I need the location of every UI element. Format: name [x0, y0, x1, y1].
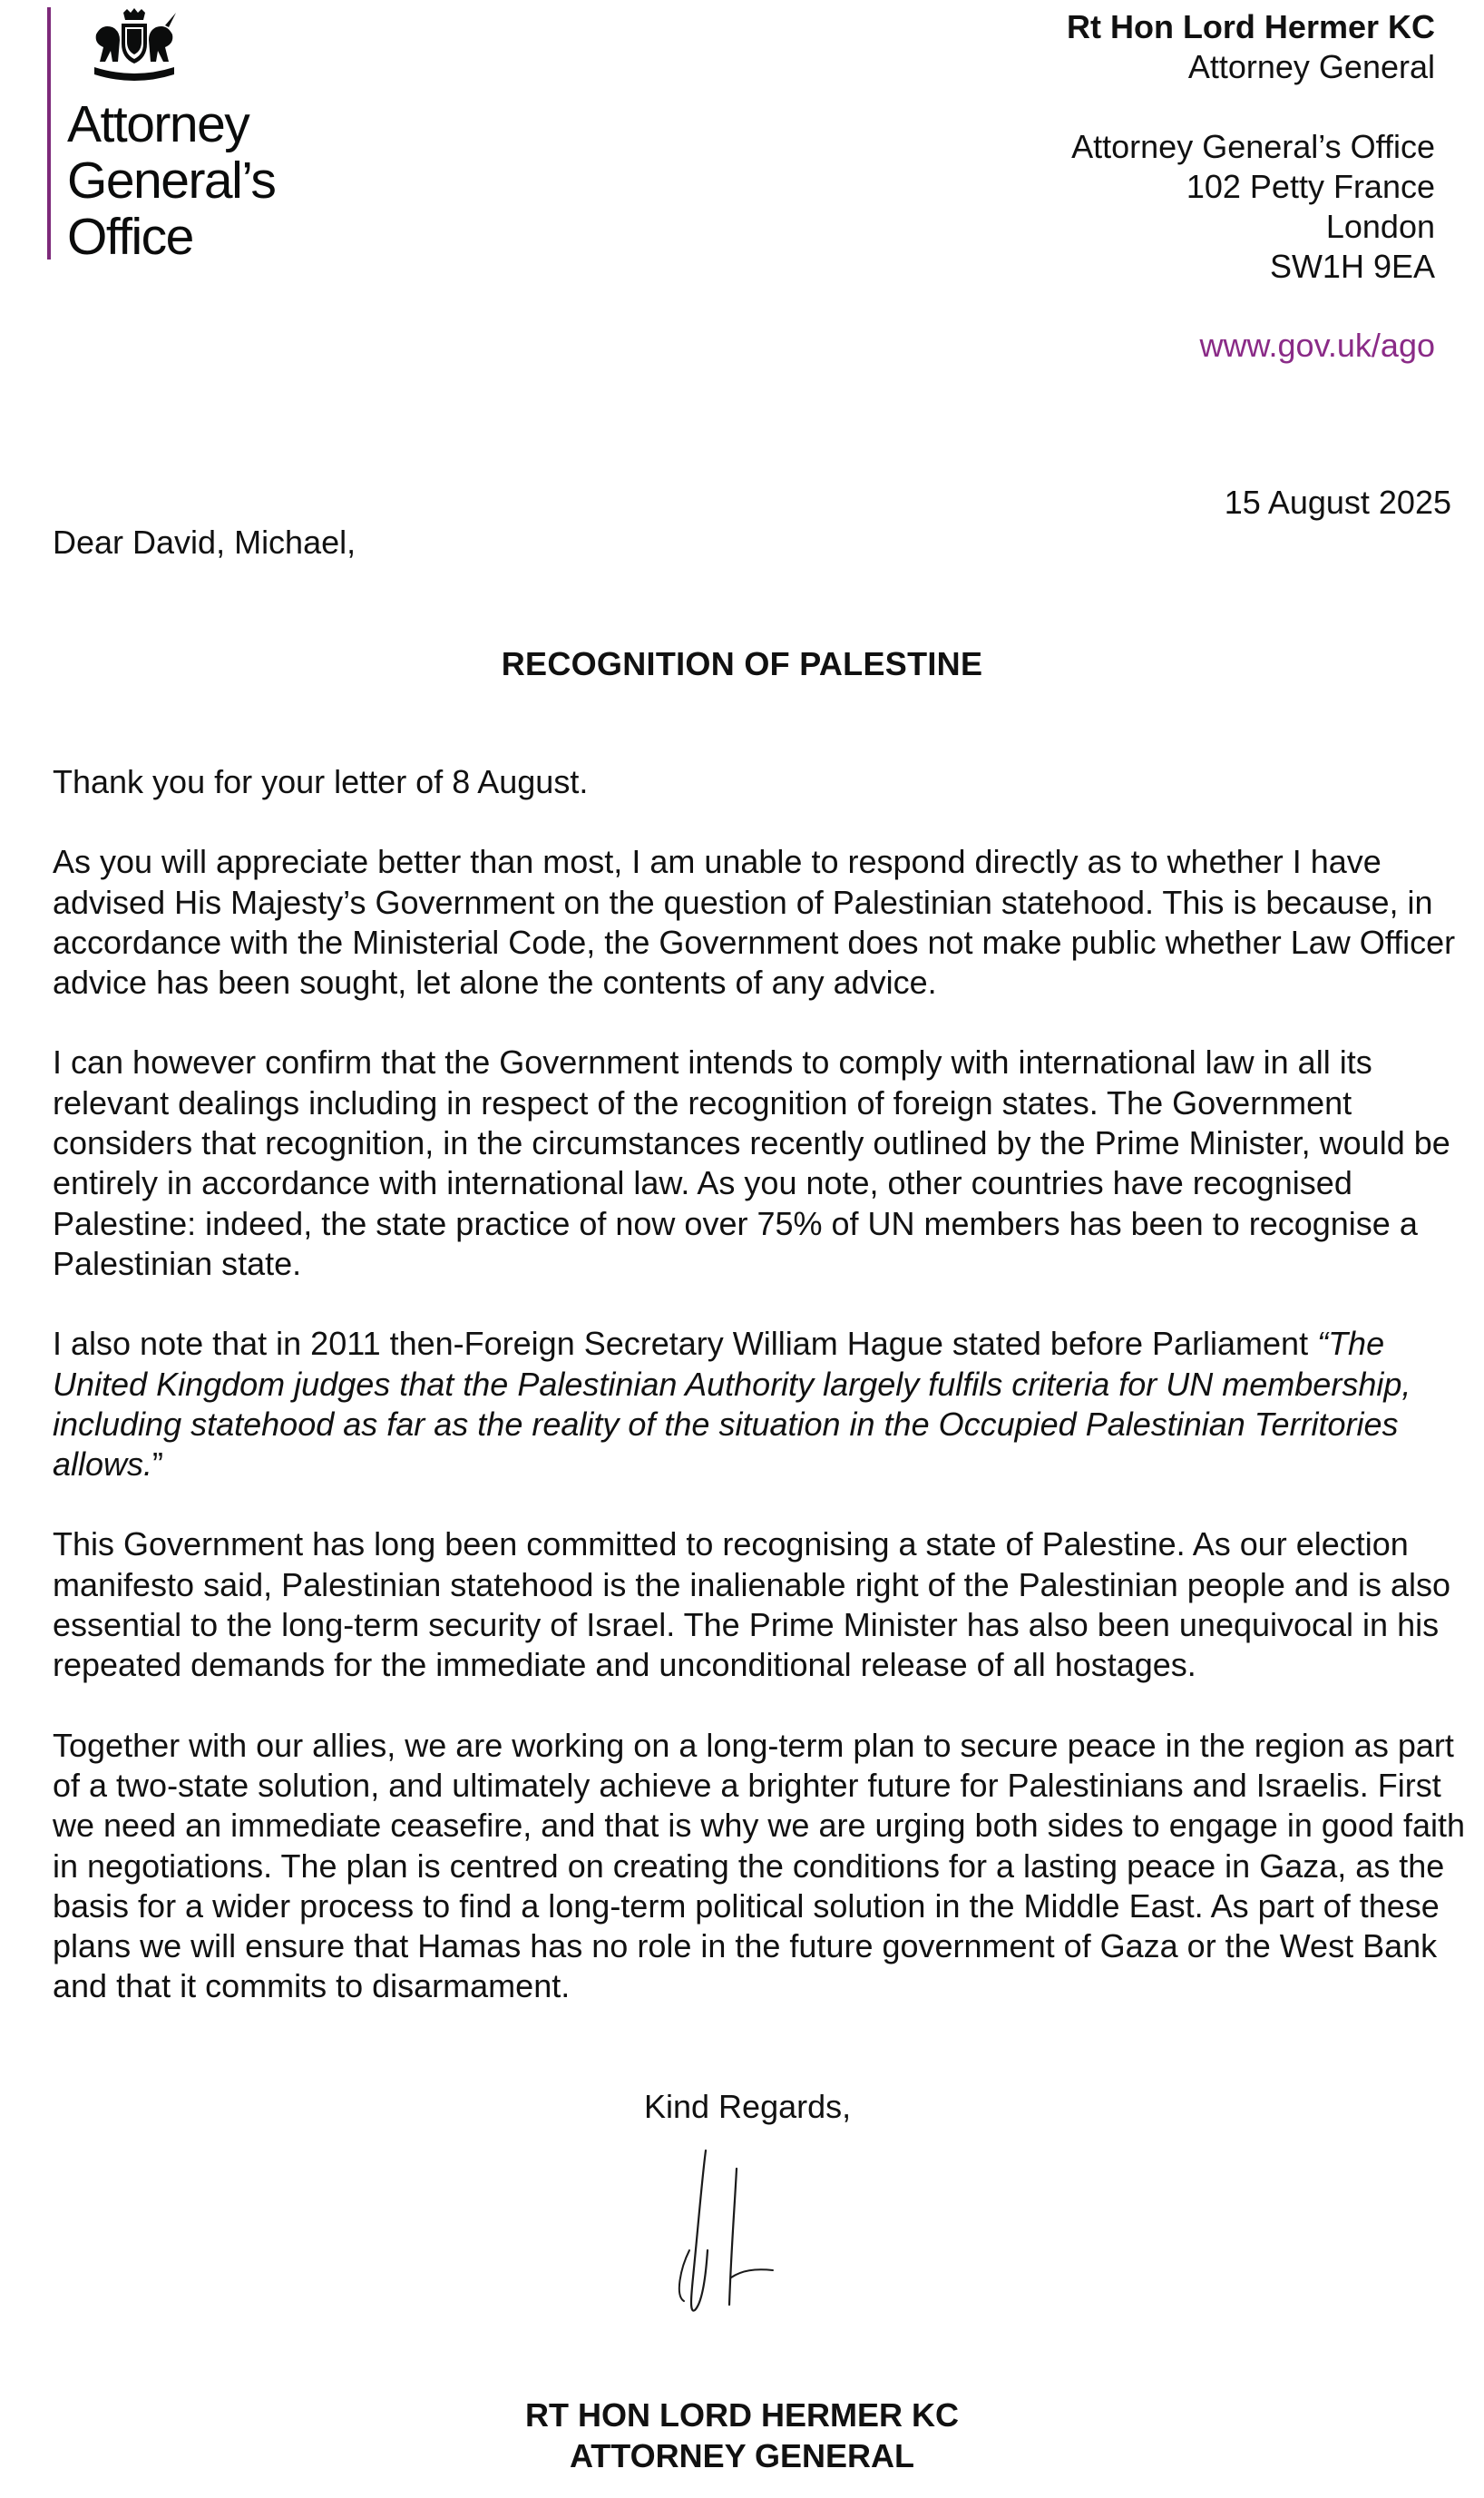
sender-name: Rt Hon Lord Hermer KC — [1066, 8, 1435, 45]
sender-office: Attorney General’s Office — [1071, 128, 1435, 165]
paragraph-4-intro: I also note that in 2011 then-Foreign Secretary William Hague stated before Parliament — [53, 1325, 1318, 1363]
sender-address-block — [800, 7, 1435, 366]
paragraph-4 — [53, 1324, 1468, 1484]
letter-body — [53, 762, 1468, 2047]
logo-line-2: General’s — [67, 152, 276, 210]
signatory-name: RT HON LORD HERMER KC — [525, 2396, 959, 2434]
sender-postcode: SW1H 9EA — [1269, 248, 1435, 285]
royal-coat-of-arms-icon — [89, 7, 180, 85]
sender-website-link[interactable]: www.gov.uk/ago — [1199, 327, 1435, 364]
paragraph-3: I can however confirm that the Government intends to comply with international law in all its relevant dealings including in respect of the recognition of foreign states. The Government considers that recognition, in the circumstances recently outlined by the Prime Minister, would be entirely in accordance with international law. As you note, other countries have recognised Palestine: indeed, the state practice of now over 75% of UN members has been to recognise a Palestinian state. — [53, 1043, 1450, 1282]
sender-city: London — [1325, 208, 1435, 245]
sender-title: Attorney General — [1187, 48, 1435, 85]
handwritten-signature-icon — [653, 2141, 807, 2323]
logo-line-3: Office — [67, 208, 193, 266]
paragraph-1: Thank you for your letter of 8 August. — [53, 763, 589, 800]
signatory-role: ATTORNEY GENERAL — [569, 2437, 915, 2474]
department-logo-text — [67, 96, 275, 265]
closing-line: Kind Regards, — [644, 2088, 852, 2125]
paragraph-6: Together with our allies, we are working on a long-term plan to secure peace in the region as part of a two-state solution, and ultimately achieve a brighter future for Palestinians and Israelis. First we need an immediate ceasefire, and that is why we are urging both sides to engage in good faith in negotiations. The plan is centred on creating the conditions for a lasting peace in Gaza, as the basis for a wider process to find a long-term political solution in the Middle East. As part of these plans we will ensure that Hamas has no role in the future government of Gaza or the West Bank and that it commits to disarmament. — [53, 1726, 1465, 2005]
paragraph-2: As you will appreciate better than most, I am unable to respond directly as to whether I have advised His Majesty’s Government on the question of Palestinian statehood. This is because, in accordance with the Ministerial Code, the Government does not make public whether Law Officer advice has been sought, let alone the contents of any advice. — [53, 843, 1456, 1002]
salutation: Dear David, Michael, — [53, 524, 356, 561]
logo-accent-rule — [47, 7, 51, 260]
quote-close-mark: ” — [152, 1445, 164, 1484]
hague-quote: “The United Kingdom judges that the Palestinian Authority largely fulfils criteria for UN membership, including statehood as far as the reality of the situation in the Occupied Palestinian Territories allows. — [53, 1325, 1411, 1484]
paragraph-5: This Government has long been committed to recognising a state of Palestine. As our election manifesto said, Palestinian statehood is the inalienable right of the Palestinian people and is also essential to the long-term security of Israel. The Prime Minister has also been unequivocal in his repeated demands for the immediate and unconditional release of all hostages. — [53, 1525, 1451, 1684]
logo-line-1: Attorney — [67, 95, 249, 153]
sender-street: 102 Petty France — [1186, 168, 1435, 205]
letter-date: 15 August 2025 — [1224, 484, 1451, 521]
letter-subject: RECOGNITION OF PALESTINE — [501, 645, 983, 682]
